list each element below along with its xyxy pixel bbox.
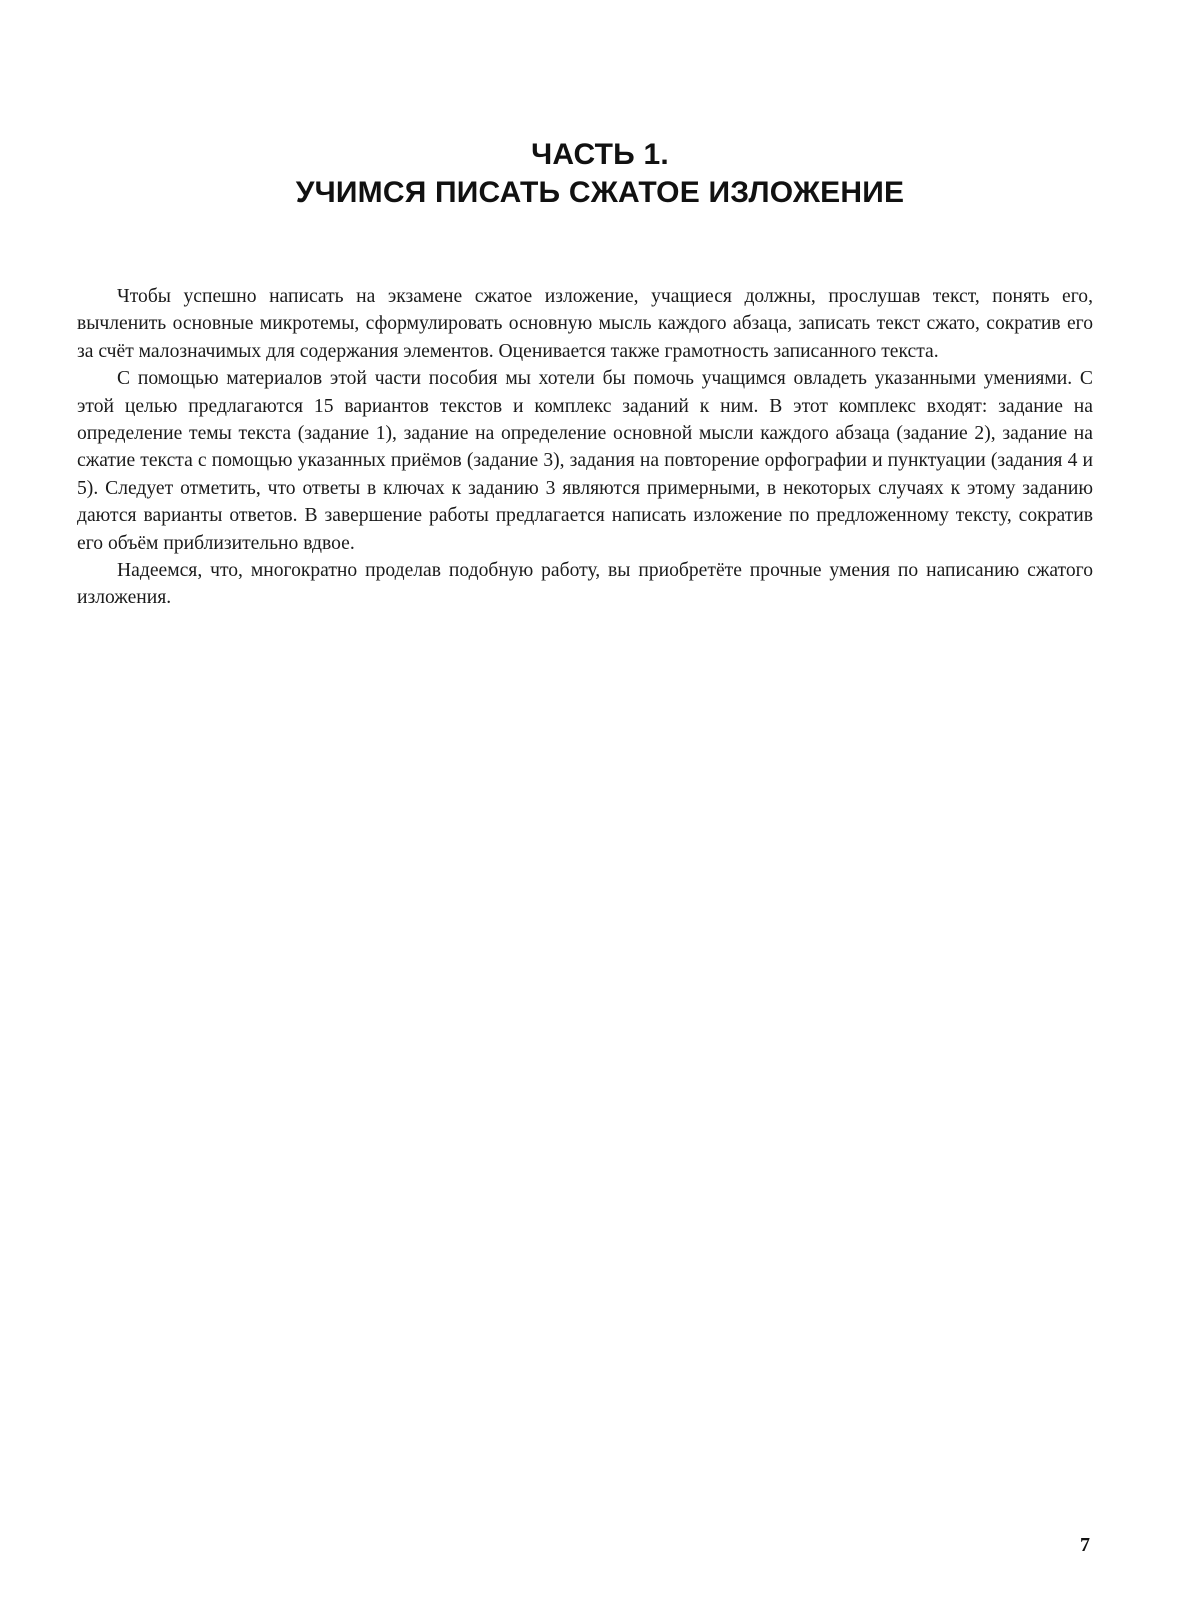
chapter-heading bbox=[0, 136, 1200, 212]
paragraph-1: Чтобы успешно написать на экзамене сжатое изложение, учащиеся должны, прослушав текст, понять его, вычленить основные микротемы, сформулировать основную мысль каждого абзаца, записать текст сжато, сократив его за счёт малозначимых для содержания элементов. Оценивается также грамотность записанного текста. bbox=[77, 286, 1093, 362]
body-text bbox=[77, 283, 1093, 612]
paragraph-3: Надеемся, что, многократно проделав подобную работу, вы приобретёте прочные умения по написанию сжатого изложения. bbox=[77, 560, 1093, 609]
chapter-title: УЧИМСЯ ПИСАТЬ СЖАТОЕ ИЗЛОЖЕНИЕ bbox=[295, 176, 905, 209]
page-number: 7 bbox=[1080, 1534, 1090, 1556]
paragraph-2: С помощью материалов этой части пособия мы хотели бы помочь учащимся овладеть указанными умениями. С этой целью предлагаются 15 вариантов текстов и комплекс заданий к ним. В этот комплекс входят: задание на определение темы текста (задание 1), задание на определение основной мысли каждого абзаца (задание 2), задание на сжатие текста с помощью указанных приёмов (задание 3), задания на повторение орфографии и пунктуации (задания 4 и 5). Следует отметить, что ответы в ключах к заданию 3 являются примерными, в некоторых случаях к этому заданию даются варианты ответов. В завершение работы предлагается написать изложение по предложенному тексту, сократив его объём приблизительно вдвое. bbox=[77, 368, 1093, 554]
chapter-number: ЧАСТЬ 1. bbox=[531, 138, 669, 171]
